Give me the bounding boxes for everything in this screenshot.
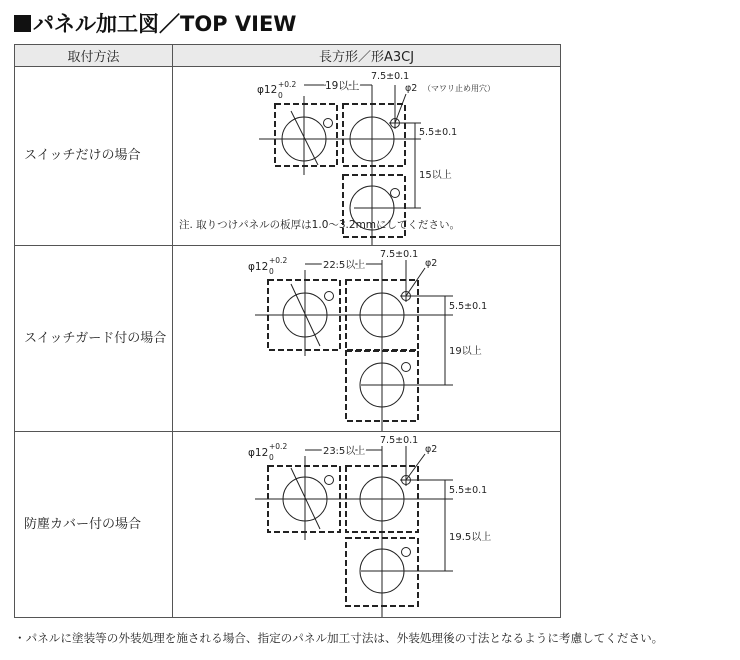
dim-tolerance-upper: +0.2 <box>269 256 288 265</box>
dim-diameter-main: φ12 <box>248 261 269 273</box>
anti-rotation-hole-1 <box>325 476 334 485</box>
dim-diameter-main: φ12 <box>257 84 278 96</box>
dim-pitch-horizontal: 23.5以上 <box>323 446 366 457</box>
table-row <box>15 246 561 432</box>
dim-pitch-horizontal: 19以上 <box>325 80 360 92</box>
header-mounting-method: 取付方法 <box>15 45 173 67</box>
dim-tolerance-upper: +0.2 <box>278 80 297 89</box>
anti-rotation-hole-3 <box>402 548 411 557</box>
dim-offset-vertical: 5.5±0.1 <box>449 301 488 312</box>
dim-pitch-horizontal: 22.5以上 <box>323 260 366 271</box>
dim-tolerance-lower: 0 <box>269 267 274 276</box>
anti-rotation-hole-3 <box>391 189 400 198</box>
table-header-row <box>15 45 561 67</box>
drawing-switch-guard <box>173 246 559 431</box>
method-switch-only: スイッチだけの場合 <box>15 67 173 246</box>
dim-tolerance-upper: +0.2 <box>269 442 288 451</box>
figure-cell-switch-guard <box>173 246 561 432</box>
dim-offset-vertical: 5.5±0.1 <box>419 127 458 138</box>
header-rectangular-a3cj: 長方形／形A3CJ <box>173 45 561 67</box>
dim-pitch-vertical: 15以上 <box>419 170 452 181</box>
figure-cell-dust-cover <box>173 432 561 618</box>
panel-square-2 <box>343 104 405 166</box>
anti-rotation-hole-1 <box>325 292 334 301</box>
dim-offset-vertical: 5.5±0.1 <box>449 485 488 496</box>
square-bullet-icon <box>14 15 31 32</box>
dim-offset-horizontal: 7.5±0.1 <box>371 71 410 82</box>
method-with-dust-cover: 防塵カバー付の場合 <box>15 432 173 618</box>
method-with-switch-guard: スイッチガード付の場合 <box>15 246 173 432</box>
section-heading <box>14 6 296 40</box>
section-title: パネル加工図／TOP VIEW <box>33 12 297 36</box>
coating-footnote: ・パネルに塗装等の外装処理を施される場合、指定のパネル加工寸法は、外装処理後の寸法となるように考慮してください。 <box>14 631 664 645</box>
dim-small-hole: φ2 <box>405 83 418 94</box>
dim-diameter-main: φ12 <box>248 447 269 459</box>
panel-cutout-table <box>14 44 561 618</box>
dim-small-hole: φ2 <box>425 258 438 269</box>
dim-pitch-vertical: 19.5以上 <box>449 532 492 543</box>
drawing-switch-only <box>173 67 559 245</box>
figure-cell-switch-only <box>173 67 561 246</box>
dim-offset-horizontal: 7.5±0.1 <box>380 249 419 260</box>
table-row <box>15 67 561 246</box>
anti-rotation-hole-1 <box>324 119 333 128</box>
dim-tolerance-lower: 0 <box>278 91 283 100</box>
drawing-dust-cover <box>173 432 559 617</box>
dim-pitch-vertical: 19以上 <box>449 346 482 357</box>
dim-small-hole: φ2 <box>425 444 438 455</box>
dim-tolerance-lower: 0 <box>269 453 274 462</box>
dim-offset-horizontal: 7.5±0.1 <box>380 435 419 446</box>
table-row <box>15 432 561 618</box>
panel-square-1 <box>275 104 337 166</box>
dim-small-hole-note: （マワリ止め用穴） <box>423 84 495 93</box>
anti-rotation-hole-3 <box>402 363 411 372</box>
panel-thickness-note: 注. 取りつけパネルの板厚は1.0～3.2mmにしてください。 <box>179 219 461 231</box>
